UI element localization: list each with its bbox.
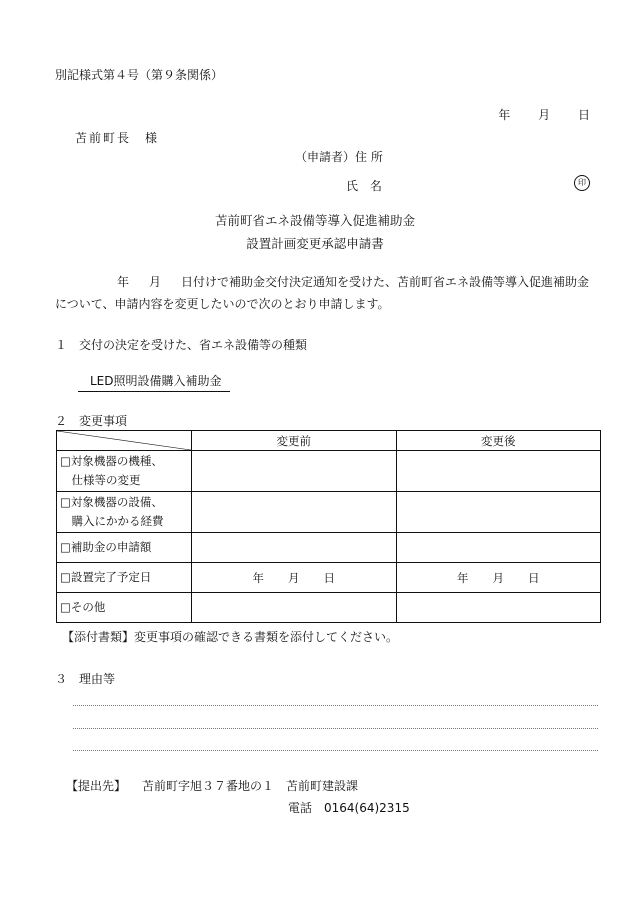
submit-address: 苫前町字旭３７番地の１ 苫前町建設課: [142, 779, 359, 793]
reason-line[interactable]: [73, 728, 598, 729]
section2-heading: ２ 変更事項: [55, 414, 128, 428]
table-row: [57, 533, 601, 563]
after-month: 月: [492, 570, 504, 585]
date-month: 月: [538, 108, 551, 122]
table-row: [57, 451, 601, 492]
date-year: 年: [498, 108, 511, 122]
date-day: 日: [577, 108, 590, 122]
document-title-line1: 苫前町省エネ設備等導入促進補助金: [214, 213, 415, 228]
before-month: 月: [288, 570, 300, 585]
row-label-line1: □対象機器の設備、: [60, 495, 163, 509]
changes-table: [56, 430, 601, 623]
submit-phone: 電話 0164(64)2315: [288, 801, 410, 815]
section1-heading: １ 交付の決定を受けた、省エネ設備等の種類: [55, 338, 308, 352]
row-label-line2: 仕様等の変更: [60, 473, 141, 487]
cell-after[interactable]: [396, 593, 601, 623]
submit-to: [66, 777, 358, 794]
row-label[interactable]: □設置完了予定日: [57, 563, 192, 593]
cell-before-date[interactable]: [192, 563, 397, 593]
reason-line[interactable]: [73, 705, 598, 706]
body-month: 月: [149, 275, 162, 289]
table-row: [57, 593, 601, 623]
cell-before[interactable]: [192, 492, 397, 533]
body-text: 日付けで補助金交付決定通知を受けた、苫前町省エネ設備等導入促進補助金について、申請内容を変更したいので次のとおり申請します。: [55, 275, 590, 311]
addressee: 苫前町長 様: [75, 131, 160, 145]
form-label: 別記様式第４号（第９条関係）: [55, 68, 224, 82]
row-label[interactable]: [57, 451, 192, 492]
body-year: 年: [117, 275, 130, 289]
section3-heading: ３ 理由等: [55, 672, 116, 686]
cell-before[interactable]: [192, 533, 397, 563]
applicant-address-label: （申請者）住 所: [295, 150, 383, 164]
subsidy-type-value: LED照明設備購入補助金: [78, 372, 230, 392]
row-label[interactable]: □その他: [57, 593, 192, 623]
cell-after-date[interactable]: [396, 563, 601, 593]
after-year: 年: [457, 570, 469, 585]
date-line: [498, 106, 590, 123]
cell-after[interactable]: [396, 533, 601, 563]
before-year: 年: [252, 570, 264, 585]
document-title-line2: 設置計画変更承認申請書: [246, 236, 384, 251]
column-header-after: 変更後: [396, 431, 601, 451]
cell-after[interactable]: [396, 451, 601, 492]
cell-before[interactable]: [192, 593, 397, 623]
table-row: [57, 563, 601, 593]
seal-mark: 印: [574, 175, 590, 191]
submit-label: 【提出先】: [66, 779, 127, 793]
cell-before[interactable]: [192, 451, 397, 492]
diagonal-header-cell: [57, 431, 192, 451]
body-paragraph: [55, 271, 600, 315]
row-label-line1: □対象機器の機種、: [60, 454, 163, 468]
table-row: [57, 492, 601, 533]
reason-line[interactable]: [73, 750, 598, 751]
column-header-before: 変更前: [192, 431, 397, 451]
before-day: 日: [323, 570, 335, 585]
row-label[interactable]: [57, 492, 192, 533]
applicant-name-label: 氏 名: [346, 179, 386, 193]
after-day: 日: [528, 570, 540, 585]
row-label[interactable]: □補助金の申請額: [57, 533, 192, 563]
row-label-line2: 購入にかかる経費: [60, 514, 164, 528]
cell-after[interactable]: [396, 492, 601, 533]
attachment-note: 【添付書類】変更事項の確認できる書類を添付してください。: [62, 630, 399, 644]
